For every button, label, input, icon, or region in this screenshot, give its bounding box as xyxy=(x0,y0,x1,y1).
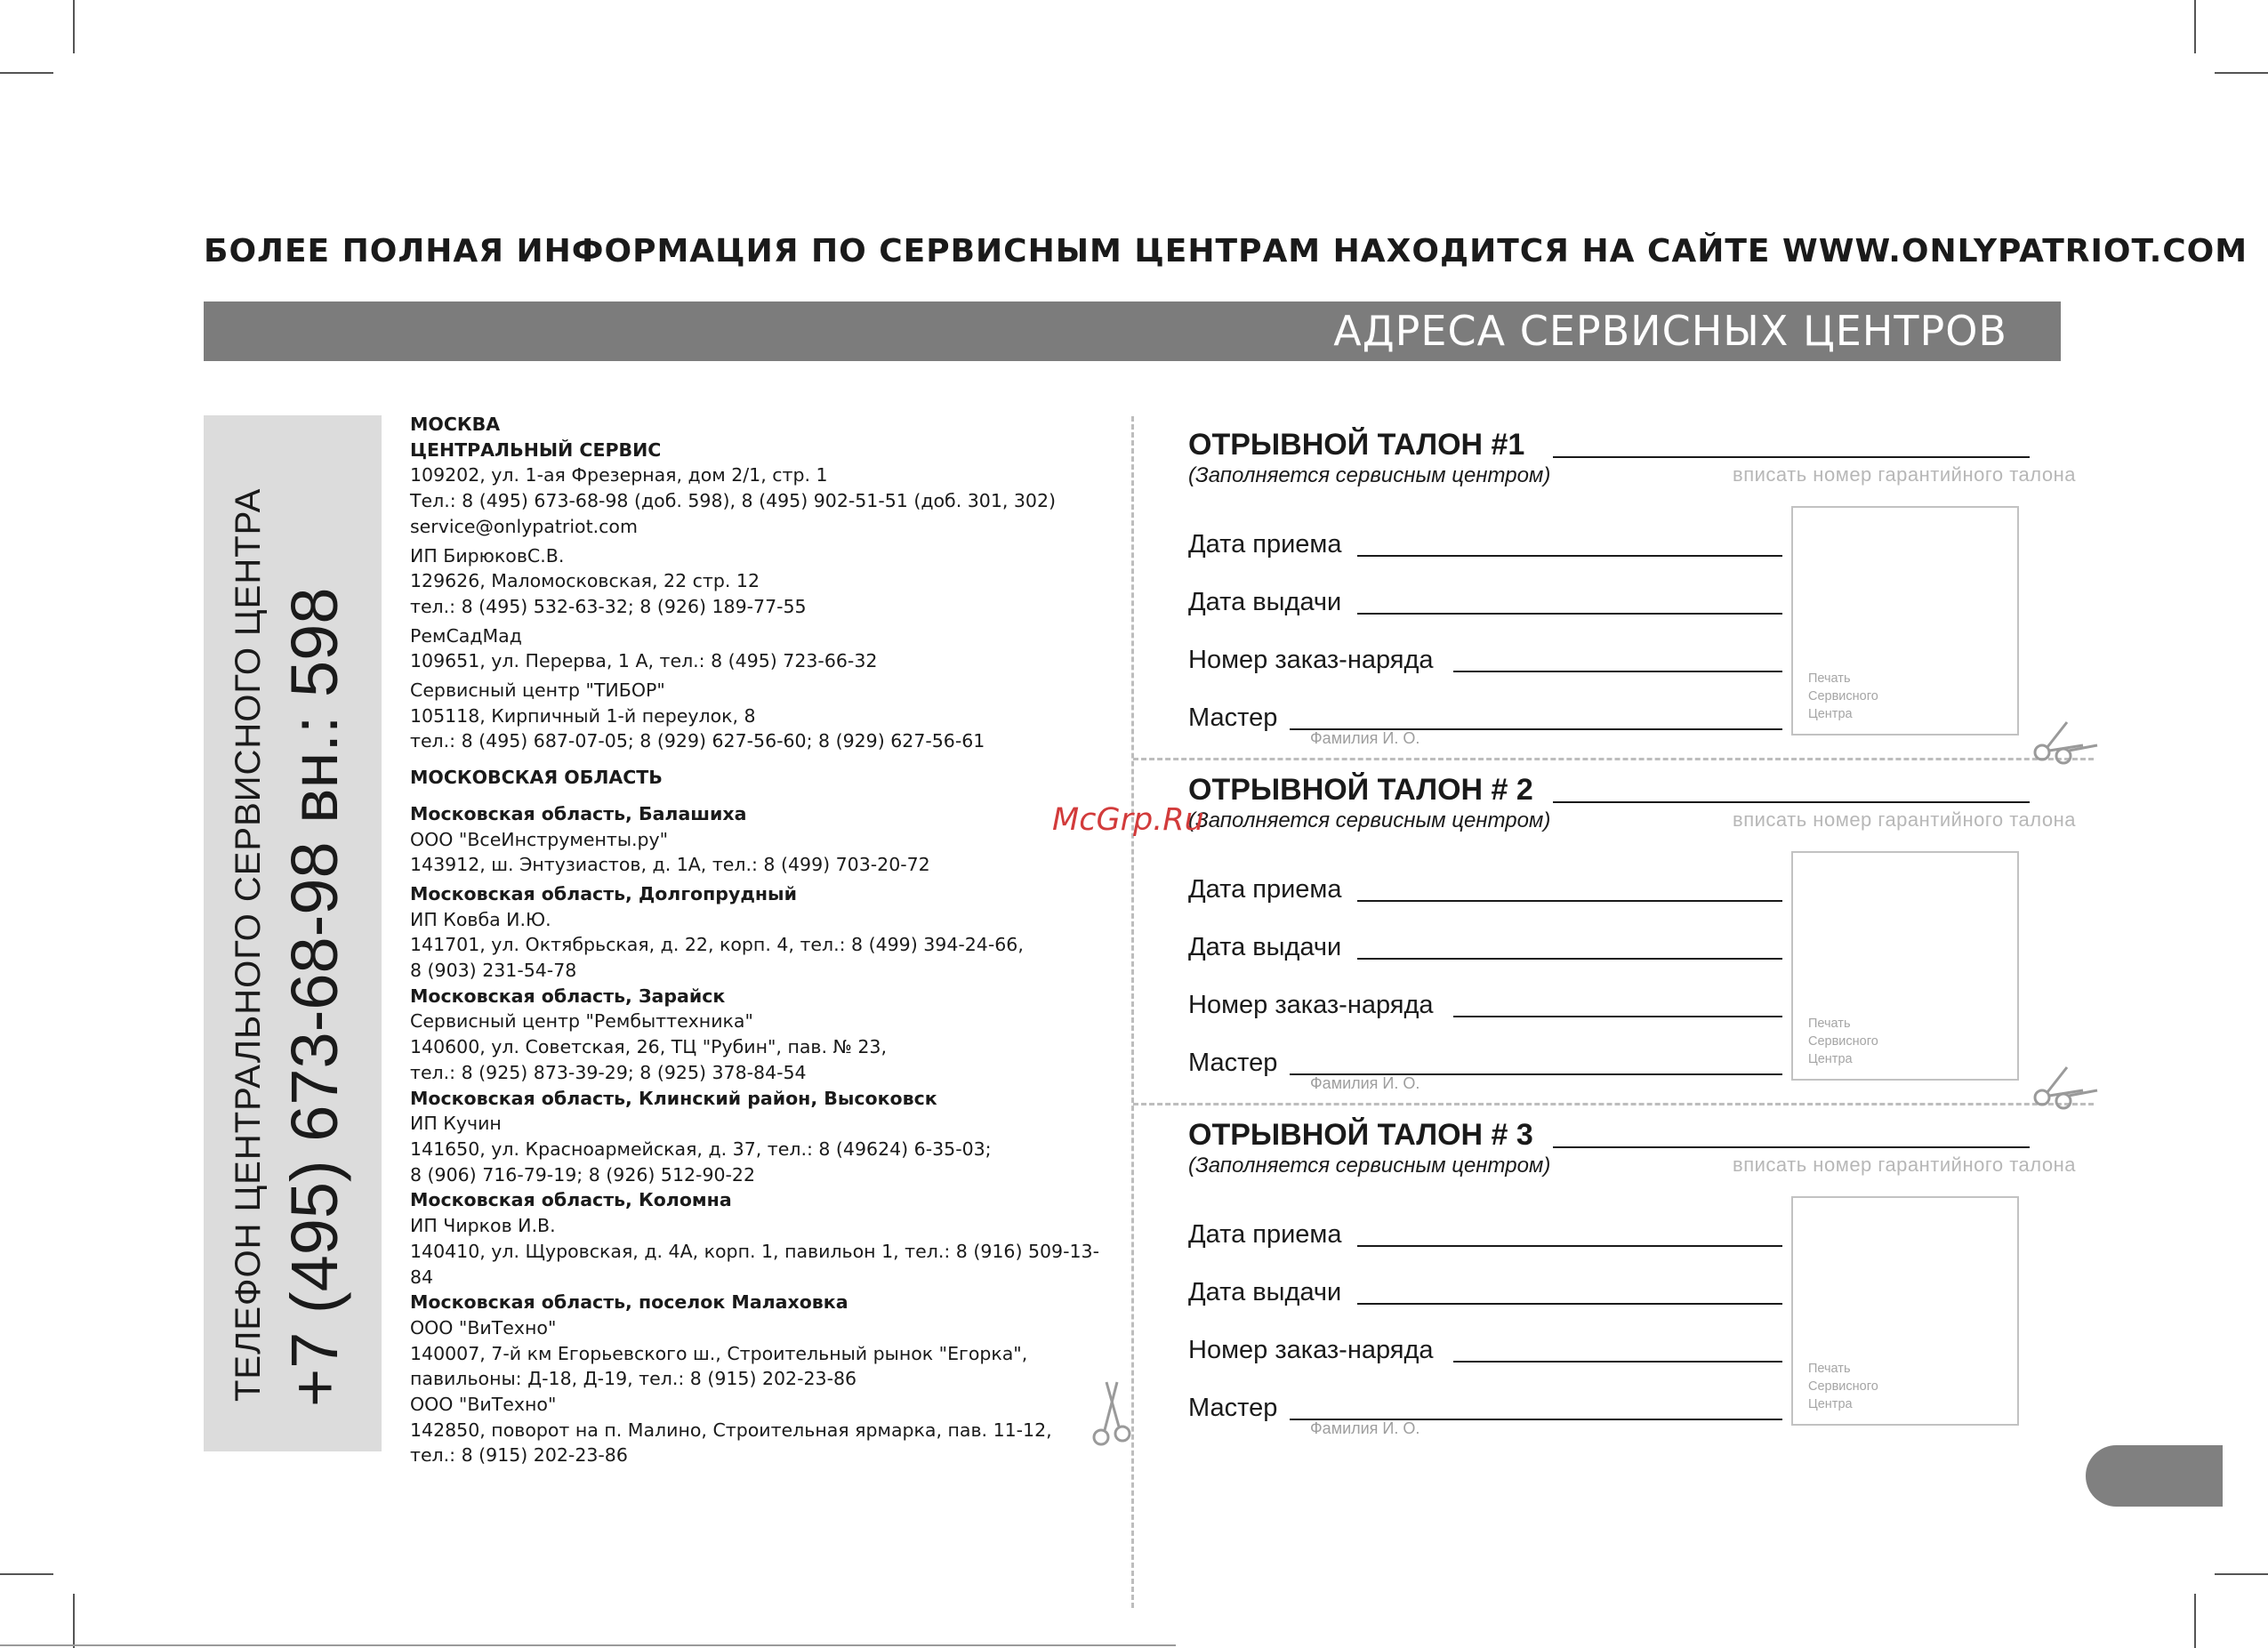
company-name: ИП БирюковС.В. xyxy=(410,544,565,567)
address-line: 109651, ул. Перерва, 1 А, тел.: 8 (495) 723-66-32 xyxy=(410,650,878,672)
phone-line: тел.: 8 (915) 202-23-86 xyxy=(410,1444,628,1467)
ticket-title: ОТРЫВНОЙ ТАЛОН # 2 xyxy=(1188,773,1533,807)
date-received-line[interactable] xyxy=(1357,555,1782,557)
company-name: ИП Кучин xyxy=(410,1113,502,1135)
address-line: 140410, ул. Щуровская, д. 4А, корп. 1, павильон 1, тел.: 8 (916) 509-13-84 xyxy=(410,1240,1099,1288)
company-name: ООО "ВиТехно" xyxy=(410,1394,557,1416)
address-line: 140600, ул. Советская, 26, ТЦ "Рубин", пав. № 23, xyxy=(410,1036,887,1058)
address-line: 105118, Кирпичный 1-й переулок, 8 xyxy=(410,704,756,727)
address-line: 141701, ул. Октябрьская, д. 22, корп. 4, тел.: 8 (499) 394-24-66, xyxy=(410,934,1024,956)
date-issued-line[interactable] xyxy=(1357,958,1782,960)
city-heading: Московская область, Клинский район, Высоковск xyxy=(410,1087,937,1109)
phone-line: тел.: 8 (925) 873-39-29; 8 (925) 378-84-54 xyxy=(410,1061,807,1083)
phone-line: тел.: 8 (495) 532-63-32; 8 (926) 189-77-55 xyxy=(410,595,807,617)
ticket-number-line[interactable] xyxy=(1553,456,2030,458)
ticket-title: ОТРЫВНОЙ ТАЛОН #1 xyxy=(1188,428,1525,462)
ticket-number-line[interactable] xyxy=(1553,1146,2030,1148)
stamp-label: Печать Сервисного Центра xyxy=(1808,1362,1878,1411)
crop-mark xyxy=(0,1573,53,1575)
stamp-box xyxy=(1791,851,2019,1081)
address-line: 143912, ш. Энтузиастов, д. 1А, тел.: 8 (499) 703-20-72 xyxy=(410,854,930,876)
order-number-line[interactable] xyxy=(1453,1361,1782,1363)
master-label: Мастер xyxy=(1188,1394,1278,1422)
info-heading: БОЛЕЕ ПОЛНАЯ ИНФОРМАЦИЯ ПО СЕРВИСНЫМ ЦЕНТРАМ НАХОДИТСЯ НА САЙТЕ WWW.ONLYPATRIOT.COM xyxy=(204,233,2248,269)
phone-line: тел.: 8 (495) 687-07-05; 8 (929) 627-56-60; 8 (929) 627-56-61 xyxy=(410,730,985,752)
bottom-rule xyxy=(0,1644,1176,1646)
company-name: ООО "ВиТехно" xyxy=(410,1316,557,1338)
crop-mark xyxy=(73,0,75,53)
address-line: 140007, 7-й км Егорьевского ш., Строительный рынок "Егорка", xyxy=(410,1342,1028,1364)
ticket-number-line[interactable] xyxy=(1553,801,2030,803)
horizontal-cut-line xyxy=(1133,1103,2094,1105)
date-issued-label: Дата выдачи xyxy=(1188,588,1342,616)
date-issued-label: Дата выдачи xyxy=(1188,933,1342,961)
region-heading: МОСКОВСКАЯ ОБЛАСТЬ xyxy=(410,767,663,789)
section-band xyxy=(204,301,2061,361)
phone-line: 8 (903) 231-54-78 xyxy=(410,960,577,982)
section-title: АДРЕСА СЕРВИСНЫХ ЦЕНТРОВ xyxy=(1333,307,2007,355)
email-line: service@onlypatriot.com xyxy=(410,515,638,537)
crop-mark xyxy=(2215,1573,2268,1575)
phone-line: Тел.: 8 (495) 673-68-98 (доб. 598), 8 (495) 902-51-51 (доб. 301, 302) xyxy=(410,490,1057,512)
address-line: 142850, поворот на п. Малино, Строительная ярмарка, пав. 11-12, xyxy=(410,1419,1052,1441)
ticket-subtitle: (Заполняется сервисным центром) xyxy=(1188,1154,1551,1178)
order-number-line[interactable] xyxy=(1453,671,1782,672)
master-label: Мастер xyxy=(1188,1049,1278,1077)
company-name: Сервисный центр "Рембыттехника" xyxy=(410,1010,753,1033)
horizontal-cut-line xyxy=(1133,758,2094,760)
phone-sidebar xyxy=(204,415,382,1451)
date-received-label: Дата приема xyxy=(1188,875,1342,904)
address-line: павильоны: Д-18, Д-19, тел.: 8 (915) 202-23-86 xyxy=(410,1368,857,1390)
company-name: ООО "ВсеИнструменты.ру" xyxy=(410,828,669,850)
company-name: Сервисный центр "ТИБОР" xyxy=(410,679,665,702)
stamp-label: Печать Сервисного Центра xyxy=(1808,671,1878,721)
date-received-line[interactable] xyxy=(1357,900,1782,902)
crop-mark xyxy=(2194,0,2196,53)
order-number-line[interactable] xyxy=(1453,1016,1782,1017)
ticket-title: ОТРЫВНОЙ ТАЛОН # 3 xyxy=(1188,1118,1533,1152)
company-name: ИП Чирков И.В. xyxy=(410,1215,556,1237)
ticket-subtitle: (Заполняется сервисным центром) xyxy=(1188,463,1551,487)
crop-mark xyxy=(2215,72,2268,74)
crop-mark xyxy=(0,72,53,74)
stamp-box xyxy=(1791,1196,2019,1426)
date-received-label: Дата приема xyxy=(1188,530,1342,559)
master-name-hint: Фамилия И. О. xyxy=(1310,1074,1420,1092)
address-line: 141650, ул. Красноармейская, д. 37, тел.: 8 (49624) 6-35-03; xyxy=(410,1138,992,1160)
date-issued-line[interactable] xyxy=(1357,613,1782,615)
tear-off-ticket xyxy=(1188,428,2078,757)
city-heading: Московская область, Коломна xyxy=(410,1189,732,1211)
tear-off-ticket xyxy=(1188,1118,2078,1447)
address-line: 129626, Маломосковская, 22 стр. 12 xyxy=(410,570,760,592)
ticket-number-hint: вписать номер гарантийного талона xyxy=(1733,808,2076,831)
date-issued-line[interactable] xyxy=(1357,1303,1782,1305)
ticket-number-hint: вписать номер гарантийного талона xyxy=(1733,1154,2076,1176)
date-received-label: Дата приема xyxy=(1188,1220,1342,1249)
phone-sidebar-rotated xyxy=(204,415,382,1451)
crop-mark xyxy=(73,1594,75,1648)
company-name: ИП Ковба И.Ю. xyxy=(410,908,551,930)
order-number-label: Номер заказ-наряда xyxy=(1188,646,1434,674)
stamp-label: Печать Сервисного Центра xyxy=(1808,1017,1878,1066)
phone-sidebar-label: ТЕЛЕФОН ЦЕНТРАЛЬНОГО СЕРВИСНОГО ЦЕНТРА xyxy=(229,487,268,1402)
stamp-box xyxy=(1791,506,2019,736)
watermark: McGrp.Ru xyxy=(1052,802,1204,838)
order-number-label: Номер заказ-наряда xyxy=(1188,991,1434,1019)
ticket-number-hint: вписать номер гарантийного талона xyxy=(1733,463,2076,486)
address-line: 109202, ул. 1-ая Фрезерная, дом 2/1, стр. 1 xyxy=(410,464,828,486)
tear-off-ticket xyxy=(1188,773,2078,1102)
master-name-hint: Фамилия И. О. xyxy=(1310,1419,1420,1437)
central-service-name: ЦЕНТРАЛЬНЫЙ СЕРВИС xyxy=(410,438,662,461)
scissors-icon xyxy=(1089,1379,1135,1450)
date-issued-label: Дата выдачи xyxy=(1188,1278,1342,1306)
order-number-label: Номер заказ-наряда xyxy=(1188,1336,1434,1364)
master-label: Мастер xyxy=(1188,703,1278,732)
moscow-heading: МОСКВА xyxy=(410,414,501,435)
city-heading: Московская область, Балашиха xyxy=(410,802,747,824)
phone-line: 8 (906) 716-79-19; 8 (926) 512-90-22 xyxy=(410,1163,756,1186)
city-heading: Московская область, Зарайск xyxy=(410,985,726,1007)
city-heading: Московская область, поселок Малаховка xyxy=(410,1291,848,1314)
ticket-subtitle: (Заполняется сервисным центром) xyxy=(1188,808,1551,832)
address-list xyxy=(410,412,1113,1468)
phone-sidebar-number: +7 (495) 673-68-98 вн.: 598 xyxy=(277,587,351,1407)
date-received-line[interactable] xyxy=(1357,1245,1782,1247)
page-tab xyxy=(2086,1445,2223,1507)
crop-mark xyxy=(2194,1594,2196,1648)
master-name-hint: Фамилия И. О. xyxy=(1310,729,1420,747)
city-heading: Московская область, Долгопрудный xyxy=(410,882,797,904)
company-name: РемСадМад xyxy=(410,624,522,647)
